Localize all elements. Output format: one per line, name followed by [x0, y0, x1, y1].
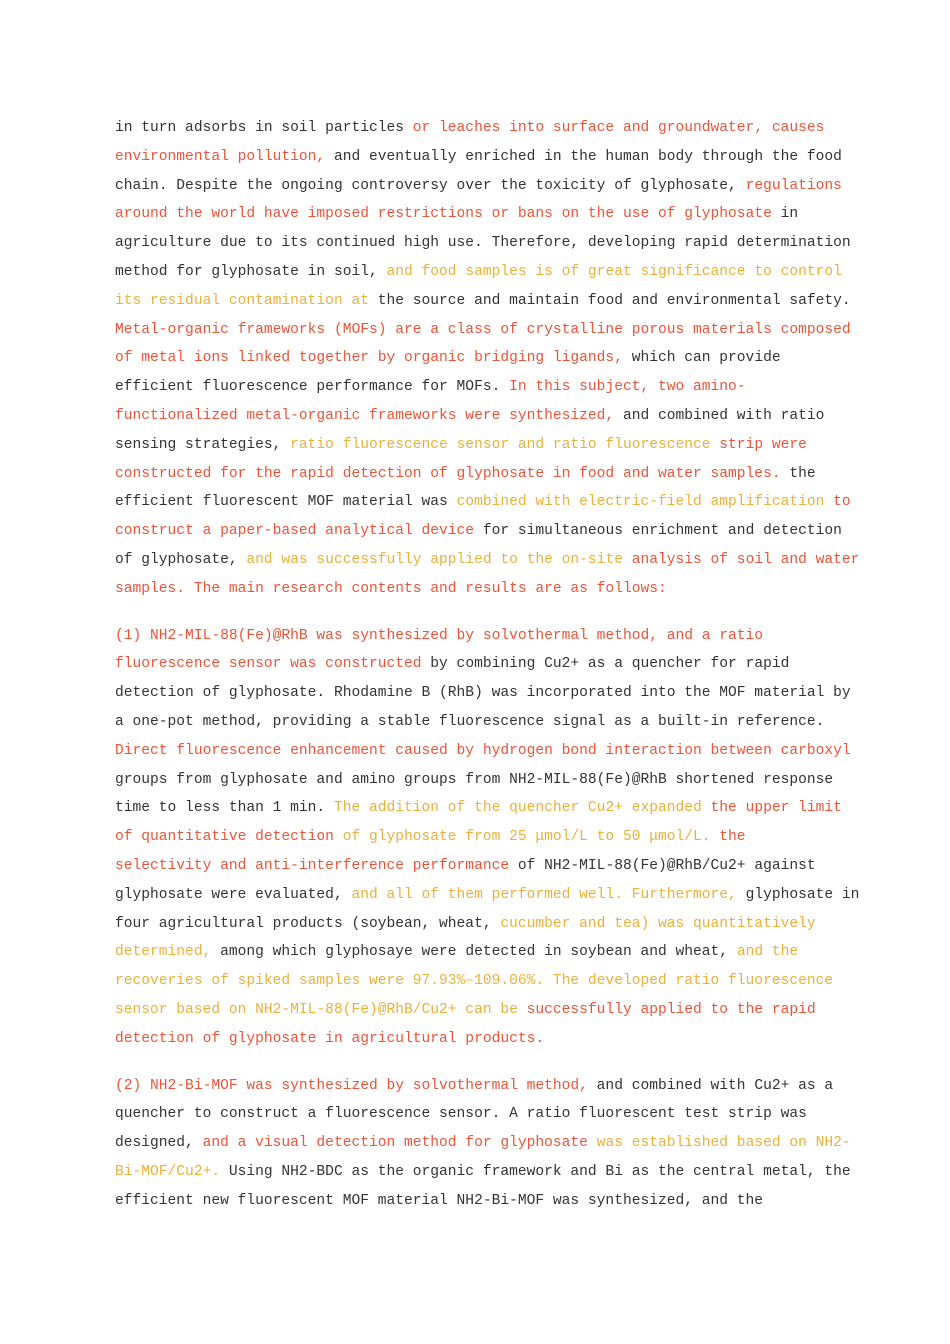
text-segment: the — [710, 829, 746, 846]
text-segment: sensor based on NH2-MIL-88(Fe)@RhB/Cu2+ can be — [115, 1001, 527, 1018]
text-segment: and a visual detection method for glyphosate — [202, 1135, 597, 1152]
text-line — [115, 229, 851, 258]
text-line — [115, 143, 840, 172]
text-segment: samples. The main research contents and results are as follows: — [115, 580, 667, 597]
text-segment: functionalized metal-organic frameworks were synthesized, — [115, 407, 615, 424]
text-line — [115, 460, 840, 489]
text-segment: in — [771, 206, 799, 223]
text-line — [115, 881, 860, 910]
text-line — [115, 852, 840, 881]
text-segment: Using NH2-BDC as the organic framework and Bi as the central metal, the — [220, 1163, 851, 1180]
text-segment: in turn adsorbs in soil particles — [115, 120, 413, 136]
text-segment: around the world have imposed restrictions or bans on the use of glyphosate — [115, 206, 772, 223]
text-segment: by combining Cu2+ as a quencher for rapid — [421, 656, 790, 673]
text-line — [115, 622, 840, 651]
text-line — [115, 287, 851, 316]
text-line — [115, 373, 840, 402]
text-segment: strip were — [719, 436, 807, 453]
text-segment: to — [833, 494, 851, 511]
text-line — [115, 200, 840, 229]
text-segment: four agricultural products (soybean, wheat, — [115, 915, 501, 932]
text-segment: of quantitative detection — [115, 829, 343, 846]
paragraph-intro — [115, 114, 860, 604]
text-segment: and all of them performed well. Furthermore, — [351, 886, 737, 903]
text-segment: and combined with Cu2+ as a — [587, 1077, 834, 1094]
text-line — [115, 650, 840, 679]
text-line — [115, 488, 851, 517]
text-segment: cucumber and tea) was quantitatively — [500, 915, 816, 932]
text-segment: sensing strategies, — [115, 436, 291, 453]
text-line — [115, 1129, 851, 1158]
text-segment: glyphosate were evaluated, — [115, 886, 352, 903]
text-segment: and the — [736, 944, 799, 961]
text-line — [115, 258, 840, 287]
text-segment: was established based on NH2- — [596, 1135, 851, 1152]
text-segment: its residual contamination at — [115, 292, 369, 309]
text-segment: groups from glyphosate and amino groups from NH2-MIL-88(Fe)@RhB shortened response — [115, 771, 834, 788]
text-segment: time to less than 1 min. — [115, 800, 334, 817]
text-segment: ratio fluorescence sensor and ratio fluorescence — [290, 436, 720, 453]
text-line — [115, 679, 851, 708]
text-line — [115, 546, 860, 575]
text-line — [115, 402, 840, 431]
text-segment: glyphosate in — [736, 886, 860, 903]
text-segment: fluorescence sensor was constructed — [115, 656, 422, 673]
text-line — [115, 938, 840, 967]
text-line — [115, 316, 851, 345]
text-segment: construct a paper-based analytical device — [115, 523, 475, 540]
text-segment: or leaches into surface and groundwater, causes — [412, 120, 825, 136]
text-segment: designed, — [115, 1135, 203, 1152]
text-segment: analysis of soil and water — [631, 551, 860, 568]
text-segment: of glyphosate from 25 μmol/L to 50 μmol/L. — [342, 829, 711, 846]
text-segment: and food samples is of great significance to control — [386, 263, 842, 280]
text-segment: successfully applied to the rapid — [526, 1001, 816, 1018]
text-line — [115, 172, 840, 201]
text-segment: which can provide — [622, 350, 781, 367]
text-segment: the source and maintain food and environmental safety. — [368, 292, 851, 309]
text-segment: and eventually enriched in the human body through the food — [325, 148, 842, 165]
text-line — [115, 1187, 840, 1216]
text-segment: determined, — [115, 944, 212, 961]
text-line — [115, 1025, 840, 1054]
text-segment: constructed for the rapid detection of glyphosate in food and water samples. — [115, 465, 781, 482]
text-segment: chain. Despite the ongoing controversy over the toxicity of glyphosate, — [115, 177, 746, 194]
text-line — [115, 708, 840, 737]
text-segment: Metal-organic frameworks (MOFs) are a class of crystalline porous materials composed — [115, 321, 851, 338]
text-line — [115, 910, 840, 939]
text-line — [115, 1158, 851, 1187]
text-segment: the — [780, 465, 816, 482]
text-segment: combined with electric-field amplification — [456, 494, 834, 511]
text-line — [115, 1100, 840, 1129]
text-segment: The addition of the quencher Cu2+ expanded — [333, 800, 711, 817]
text-segment: and combined with ratio — [614, 407, 825, 424]
text-line — [115, 766, 840, 795]
text-segment: efficient new fluorescent MOF material NH2-Bi-MOF was synthesized, and the — [115, 1192, 764, 1209]
text-line — [115, 794, 840, 823]
text-line — [115, 996, 840, 1025]
paragraph-item2 — [115, 1072, 851, 1216]
text-line — [115, 431, 840, 460]
text-line — [115, 967, 840, 996]
text-segment: the upper limit — [710, 800, 842, 817]
text-line — [115, 737, 851, 766]
text-segment: recoveries of spiked samples were 97.93%–109.06%. The developed ratio fluorescence — [115, 973, 834, 990]
document-page — [115, 114, 860, 1233]
text-line — [115, 344, 840, 373]
text-line — [115, 1072, 840, 1101]
text-segment: detection of glyphosate. Rhodamine B (RhB) was incorporated into the MOF material by — [115, 685, 851, 702]
text-line — [115, 575, 840, 604]
text-segment: among which glyphosaye were detected in soybean and wheat, — [211, 944, 737, 961]
text-segment: In this subject, two amino- — [509, 379, 746, 396]
text-segment: a one-pot method, providing a stable fluorescence signal as a built-in reference. — [115, 713, 825, 730]
text-segment: of glyphosate, — [115, 551, 247, 568]
text-line — [115, 114, 840, 143]
text-segment: of NH2-MIL-88(Fe)@RhB/Cu2+ against — [509, 857, 816, 874]
text-segment: of metal ions linked together by organic bridging ligands, — [115, 350, 623, 367]
text-segment: and was successfully applied to the on-site — [246, 551, 632, 568]
text-segment: environmental pollution, — [115, 148, 326, 165]
text-segment: efficient fluorescence performance for MOFs. — [115, 379, 510, 396]
text-segment: method for glyphosate in soil, — [115, 263, 387, 280]
text-segment: for simultaneous enrichment and detection — [474, 523, 842, 540]
text-segment: (2) NH2-Bi-MOF was synthesized by solvothermal method, — [115, 1077, 588, 1094]
text-segment: Direct fluorescence enhancement caused by hydrogen bond interaction between carboxyl — [115, 742, 851, 759]
text-line — [115, 517, 840, 546]
text-segment: regulations — [745, 177, 842, 194]
text-segment: selectivity and anti-interference performance — [115, 857, 510, 874]
text-segment: quencher to construct a fluorescence sensor. A ratio fluorescent test strip was — [115, 1106, 807, 1123]
text-line — [115, 823, 840, 852]
text-segment: detection of glyphosate in agricultural products. — [115, 1030, 545, 1047]
paragraph-item1 — [115, 622, 860, 1054]
text-segment: agriculture due to its continued high use. Therefore, developing rapid determination — [115, 235, 851, 252]
text-segment: efficient fluorescent MOF material was — [115, 494, 457, 511]
text-segment: (1) NH2-MIL-88(Fe)@RhB was synthesized by solvothermal method, and a ratio — [115, 627, 764, 644]
text-segment: Bi-MOF/Cu2+. — [115, 1163, 221, 1180]
